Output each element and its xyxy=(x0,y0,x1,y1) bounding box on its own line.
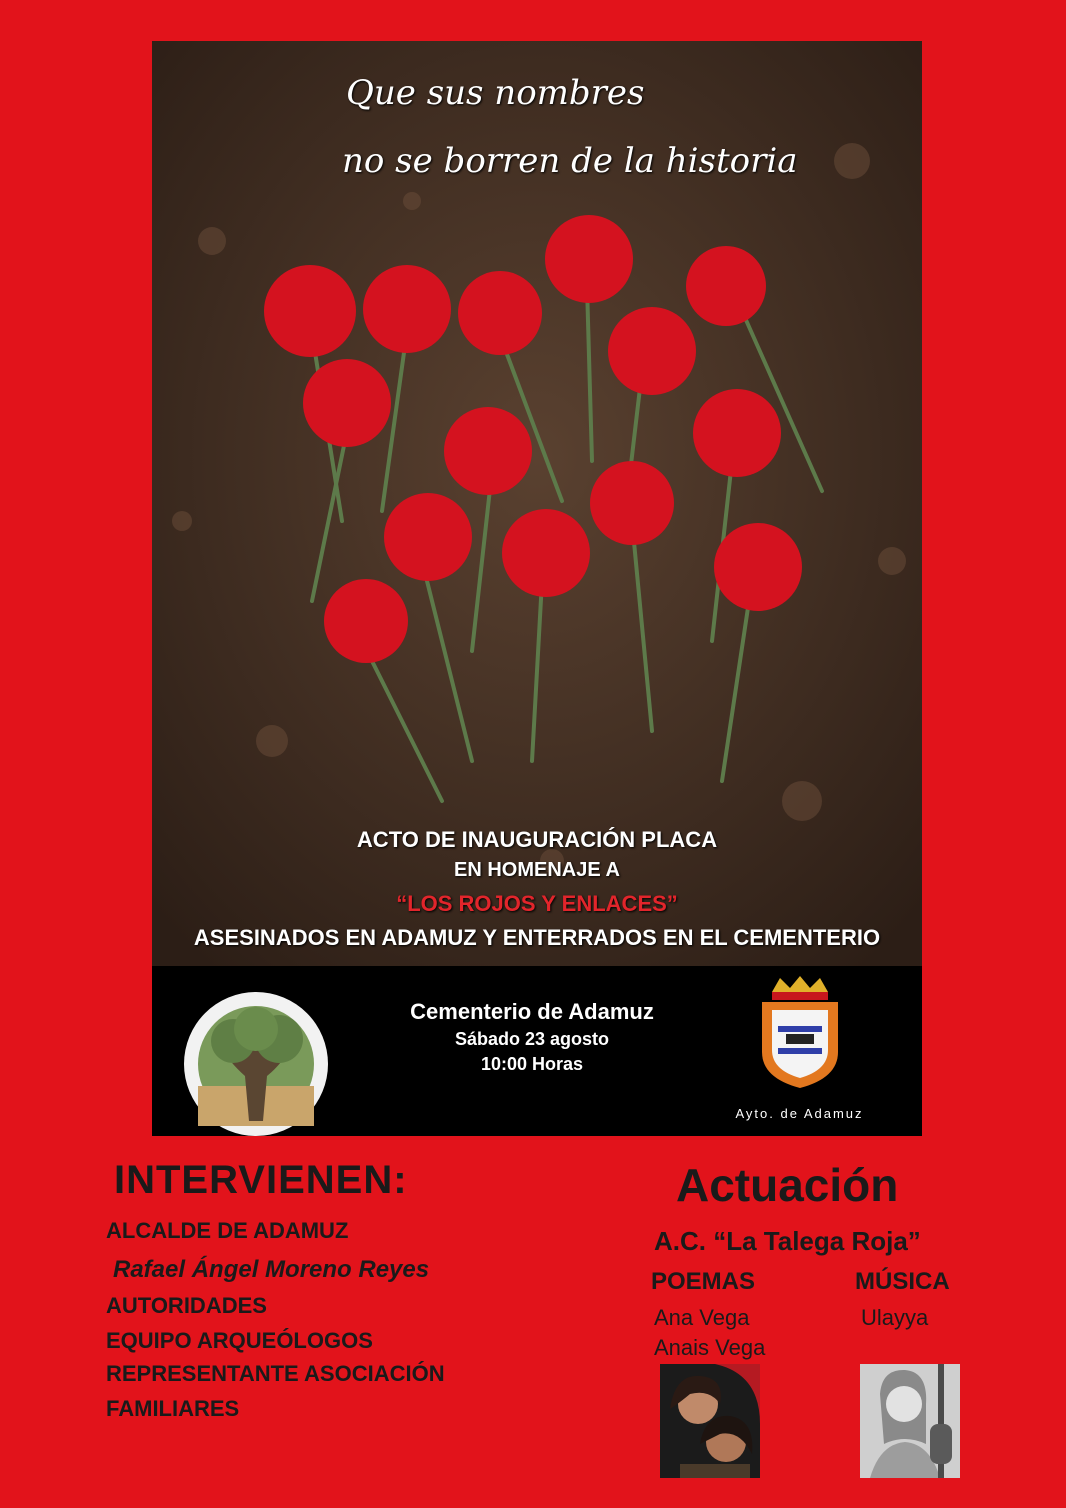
event-title-line-1: ACTO DE INAUGURACIÓN PLACA xyxy=(356,827,718,852)
speaker-item: FAMILIARES xyxy=(106,1396,240,1421)
poet-name: Anais Vega xyxy=(654,1335,766,1360)
event-title-line-2: EN HOMENAJE A xyxy=(454,859,620,881)
speaker-item: REPRESENTANTE ASOCIACIÓN xyxy=(106,1361,445,1386)
event-title-line-4: ASESINADOS EN ADAMUZ Y ENTERRADOS EN EL CEMENTERIO xyxy=(193,925,881,950)
event-title-line-3: “LOS ROJOS Y ENLACES” xyxy=(396,891,678,916)
speaker-item: EQUIPO ARQUEÓLOGOS xyxy=(106,1328,373,1353)
speakers-heading: INTERVIENEN: xyxy=(114,1158,408,1202)
poets-photo xyxy=(660,1364,760,1478)
poet-name: Ana Vega xyxy=(654,1305,750,1330)
performance-heading: Actuación xyxy=(676,1159,899,1211)
event-info-band xyxy=(152,966,922,1136)
tagline-line-2: no se borren de la historia xyxy=(342,141,798,181)
event-date: Sábado 23 agosto xyxy=(454,1029,610,1049)
speaker-item: Rafael Ángel Moreno Reyes xyxy=(113,1256,430,1283)
music-heading: MÚSICA xyxy=(855,1268,950,1295)
musician-photo xyxy=(860,1364,960,1478)
tagline-line-1: Que sus nombres xyxy=(346,73,645,113)
speaker-item: ALCALDE DE ADAMUZ xyxy=(106,1218,349,1243)
performance-group: A.C. “La Talega Roja” xyxy=(654,1226,921,1256)
venue-name: Cementerio de Adamuz xyxy=(410,999,654,1024)
adamuz-coat-of-arms-icon xyxy=(756,974,844,1090)
council-label: Ayto. de Adamuz xyxy=(735,1106,864,1121)
poems-heading: POEMAS xyxy=(651,1268,756,1295)
event-time: 10:00 Horas xyxy=(480,1054,584,1074)
association-logo xyxy=(183,991,329,1136)
poster xyxy=(152,41,922,1136)
musician-name: Ulayya xyxy=(861,1305,929,1330)
speaker-item: AUTORIDADES xyxy=(106,1293,267,1318)
